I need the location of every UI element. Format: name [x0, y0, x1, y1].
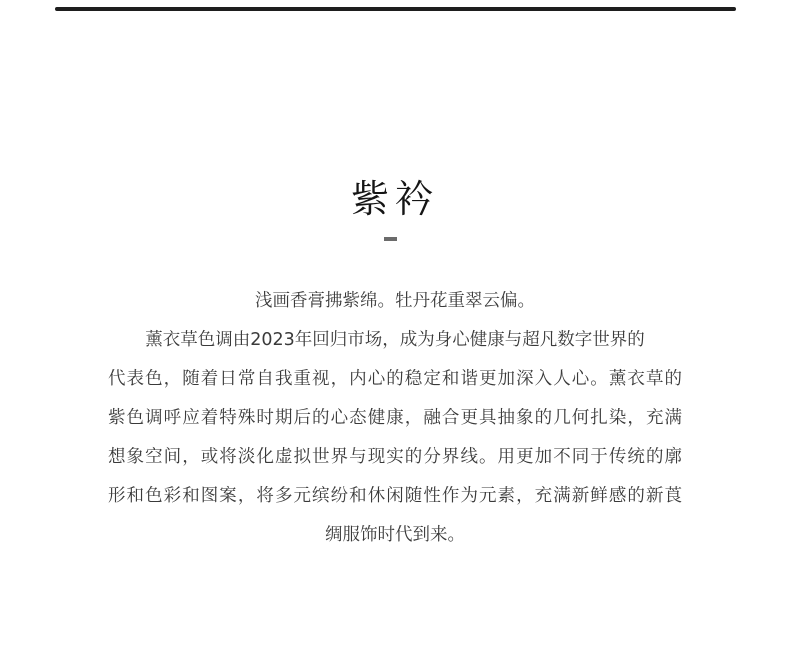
paragraph-line: 薰衣草色调由2023年回归市场，成为身心健康与超凡数字世界的	[145, 330, 645, 350]
paragraph-line: 紫色调呼应着特殊时期后的心态健康，融合更具抽象的几何扎染，充满	[108, 408, 682, 428]
page-title: 紫衿	[350, 177, 439, 222]
paragraph-line: 形和色彩和图案，将多元缤纷和休闲随性作为元素，充满新鲜感的新莨	[108, 486, 682, 506]
paragraph-line: 想象空间，或将淡化虚拟世界与现实的分界线。用更加不同于传统的廓	[108, 447, 682, 467]
paragraph-line: 绸服饰时代到来。	[325, 525, 465, 545]
paragraph-line: 浅画香膏拂紫绵。牡丹花重翠云偏。	[255, 291, 535, 311]
paragraph-line: 代表色，随着日常自我重视，内心的稳定和谐更加深入人心。薰衣草的	[108, 369, 682, 389]
description-paragraph	[108, 282, 682, 555]
title-underline-dash	[384, 237, 397, 241]
top-divider	[55, 7, 736, 11]
